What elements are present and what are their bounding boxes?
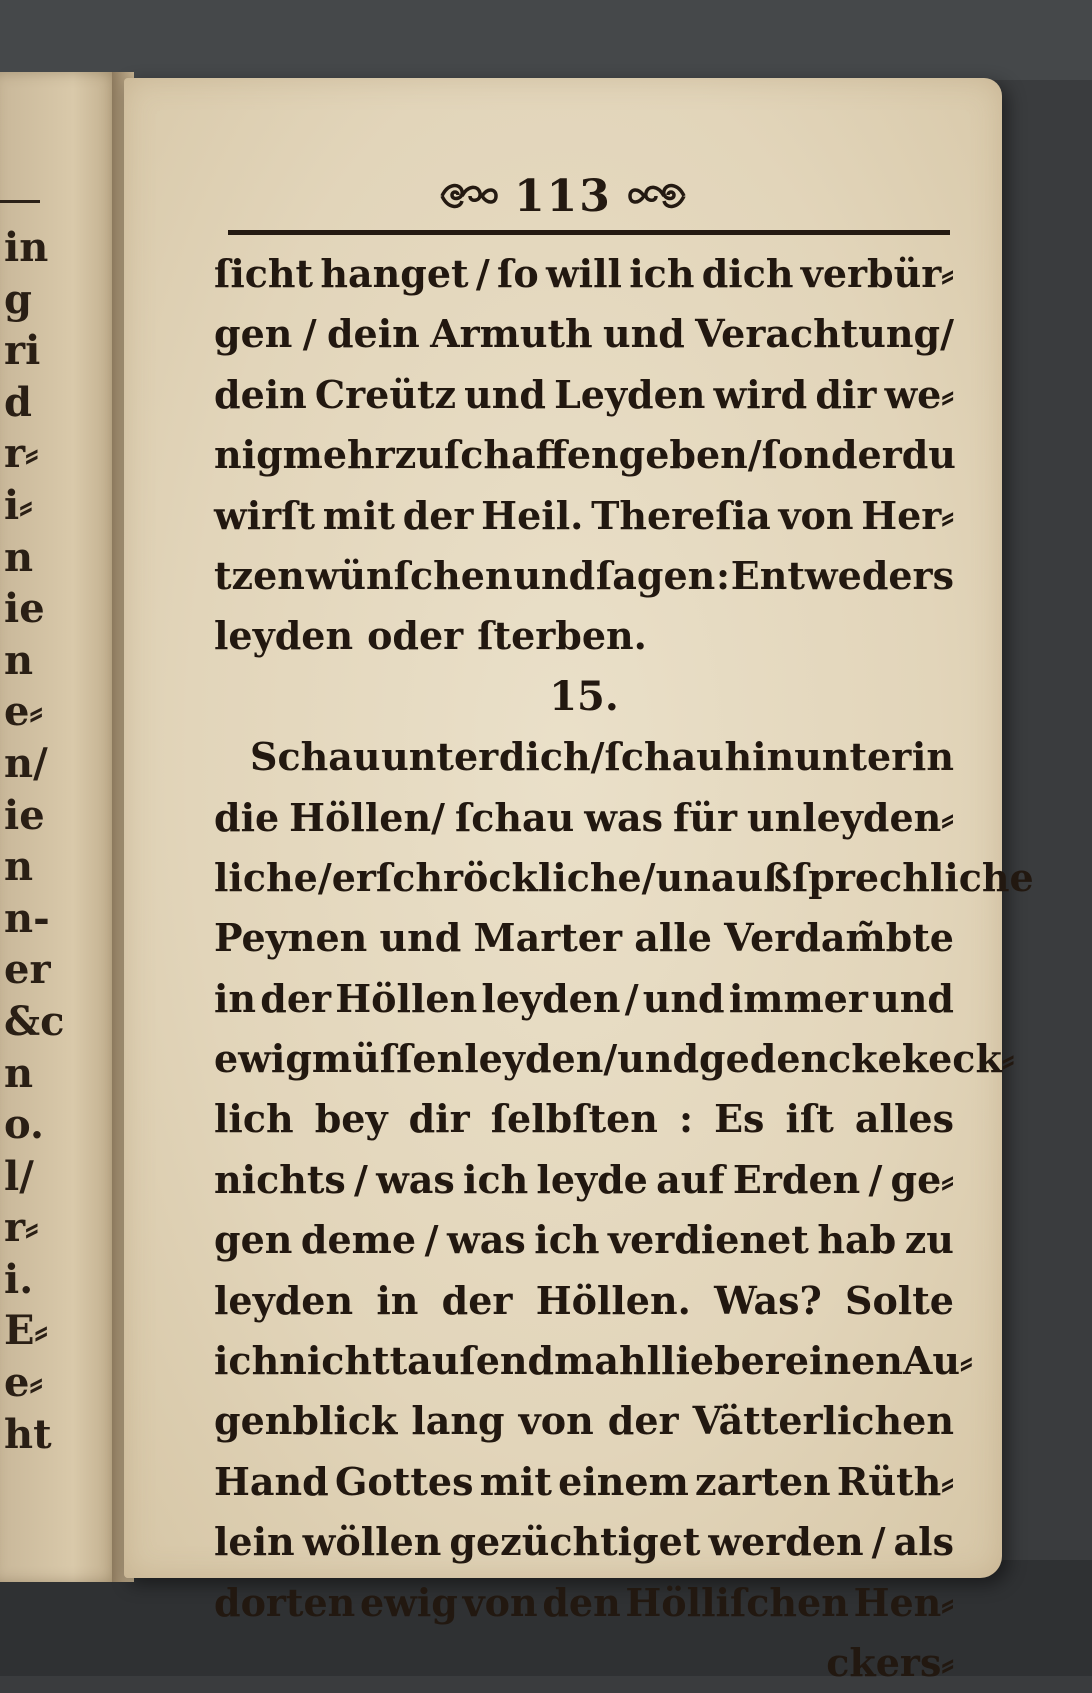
word: Verdam̃bte [724, 915, 954, 961]
word: dich/ſchau [498, 734, 724, 780]
word: / [302, 311, 317, 357]
word: leyden/und [464, 1036, 700, 1082]
word: was [376, 1156, 455, 1202]
word: Peynen [214, 915, 368, 961]
word: unleyden⸗ [746, 794, 954, 840]
word: und [642, 975, 725, 1021]
word: Was? [714, 1277, 822, 1323]
word: hanget [320, 251, 469, 296]
word: bey [314, 1096, 388, 1142]
word: gen [214, 311, 293, 357]
word: was [584, 794, 664, 840]
left-page-fragment: d [4, 378, 32, 426]
left-page-fragment: e⸗ [4, 1359, 43, 1407]
word: immer [728, 975, 868, 1021]
left-page-fragment: ri [4, 327, 41, 375]
left-page-fragment: o. [4, 1101, 44, 1149]
word: : [716, 552, 731, 598]
page-header [124, 168, 1002, 224]
word: Vätterlichen [692, 1398, 954, 1444]
word: verdienet [608, 1217, 809, 1263]
word: genblick [214, 1398, 398, 1444]
text-line [214, 486, 954, 546]
scan-background-top [0, 0, 1092, 80]
left-page-fragment: E⸗ [4, 1307, 48, 1355]
word: zuſchaffen [394, 432, 619, 478]
word: ewig [214, 1036, 312, 1082]
word: unaußſprechliche [655, 854, 1034, 900]
text-line [214, 1271, 954, 1331]
left-page-fragment: r⸗ [4, 1204, 39, 1252]
word: Solte [845, 1277, 954, 1323]
word: ewig [359, 1579, 458, 1625]
text-line [214, 425, 954, 485]
word: Höllen/ [289, 794, 445, 840]
word: einem [558, 1458, 689, 1504]
word: / [353, 1156, 368, 1202]
left-page-fragment: r⸗ [4, 430, 39, 478]
word: ge⸗ [890, 1156, 954, 1202]
left-page-fragment: g [4, 275, 32, 323]
word: keck⸗ [901, 1036, 1015, 1082]
word: Her⸗ [861, 492, 954, 538]
word: was [447, 1217, 526, 1263]
word: ſicht [214, 251, 314, 296]
word: leyden [214, 1277, 354, 1323]
word: Es [714, 1096, 765, 1142]
word: dein [326, 311, 420, 357]
left-page-fragment: n- [4, 894, 50, 942]
word: Höllen [335, 975, 478, 1021]
text-line [214, 1150, 954, 1210]
left-page-fragment: n [4, 636, 34, 684]
right-ornament-icon [626, 179, 688, 213]
left-page-rule [0, 200, 40, 203]
word: Heil. [481, 492, 584, 538]
word: nicht [279, 1338, 390, 1384]
text-line [214, 1331, 973, 1391]
word: dorten [214, 1579, 356, 1625]
word: leyden [214, 613, 354, 659]
word: wöllen [302, 1519, 442, 1565]
left-page [0, 72, 122, 1582]
word: mit [479, 1458, 552, 1504]
word: gedencke [699, 1036, 902, 1082]
word: Gottes [334, 1458, 474, 1504]
text-line [214, 365, 954, 425]
catchword-line [214, 1633, 954, 1693]
right-page [124, 78, 1034, 1685]
word: hab [817, 1217, 897, 1263]
left-page-fragment: er [4, 946, 51, 994]
word: / [424, 1217, 439, 1263]
word: verbür⸗ [800, 251, 954, 296]
left-page-fragment: n [4, 1049, 34, 1097]
word: einen [784, 1338, 903, 1384]
word: alle [634, 915, 712, 961]
word: lieber [661, 1338, 785, 1384]
left-page-fragment: i⸗ [4, 481, 33, 529]
word: liche [214, 854, 318, 900]
word: erſchröckliche/ [331, 854, 656, 900]
text-line [214, 1512, 954, 1572]
word: und [602, 311, 685, 357]
section-number: 15. [549, 672, 619, 720]
word: werden [708, 1519, 864, 1565]
word: ſterben. [477, 613, 647, 659]
page-number: 113 [514, 170, 612, 222]
word: von [518, 1398, 594, 1444]
text-line [214, 788, 954, 848]
word: Leyden [554, 371, 706, 417]
word: ſonder [761, 432, 902, 478]
left-page-fragment: ht [4, 1410, 52, 1458]
catchword: ckers⸗ [826, 1639, 954, 1685]
word: / [317, 854, 332, 900]
word: we⸗ [884, 371, 954, 417]
word: will [545, 251, 622, 296]
left-page-fragment: in [4, 224, 49, 271]
word: / [624, 975, 639, 1021]
word: dein [214, 371, 307, 417]
word: wirſt [214, 492, 316, 538]
word: oder [367, 613, 464, 659]
word: dir [408, 1096, 470, 1142]
left-page-fragment: ie [4, 585, 45, 633]
word: den [542, 1579, 621, 1625]
text-line [214, 1391, 954, 1451]
word: lein [214, 1519, 295, 1565]
word: der [402, 492, 474, 538]
word: und [379, 915, 462, 961]
text-line [214, 1210, 954, 1270]
word: dir [815, 371, 877, 417]
text-line [214, 546, 954, 606]
word: : [678, 1096, 694, 1142]
word: ſo [496, 251, 539, 296]
paragraph-2 [214, 727, 1034, 1633]
word: ich [214, 1338, 280, 1384]
word: Hölliſchen [625, 1579, 849, 1625]
word: Schau [250, 734, 381, 780]
word: unter [381, 734, 499, 780]
word: / [871, 1519, 886, 1565]
word: als [893, 1519, 954, 1565]
word: Verachtung/ [695, 311, 954, 357]
word: Entweders [730, 552, 954, 598]
word: Höllen. [535, 1277, 691, 1323]
word: lich [214, 1096, 294, 1142]
word: Marter [473, 915, 622, 961]
word: nig [214, 432, 283, 478]
word: der [607, 1398, 679, 1444]
word: lang [411, 1398, 505, 1444]
word: du [901, 432, 956, 478]
word: gen [214, 1217, 293, 1263]
word: nichts [214, 1156, 346, 1202]
text-line [214, 1089, 954, 1149]
word: für [672, 794, 737, 840]
word: hinunter [724, 734, 912, 780]
word: deme [300, 1217, 417, 1263]
word: und [464, 371, 546, 417]
left-page-fragment: n/ [4, 739, 48, 787]
text-line [214, 848, 1034, 908]
word: von [778, 492, 854, 538]
header-rule [228, 230, 950, 235]
word: wird [713, 371, 808, 417]
left-page-fragment: i. [4, 1255, 34, 1303]
text-line [214, 1029, 1015, 1089]
word: und [513, 552, 596, 598]
text-line [214, 1452, 954, 1512]
section-heading [214, 667, 954, 727]
word: Au⸗ [902, 1338, 973, 1384]
left-page-fragment: ie [4, 791, 45, 839]
word: ich [463, 1156, 529, 1202]
word: tauſendmahl [389, 1338, 662, 1384]
text-line [214, 727, 954, 787]
left-page-fragment: n [4, 843, 34, 891]
word: alles [854, 1096, 954, 1142]
word: Thereſia [591, 492, 771, 538]
word: ich [629, 251, 695, 296]
word: mehr [282, 432, 395, 478]
word: Creütz [314, 371, 457, 417]
word: Erden [732, 1156, 861, 1202]
text-line [214, 969, 954, 1029]
word: Armuth [430, 311, 593, 357]
word: ſagen [595, 552, 716, 598]
text-line [214, 304, 954, 364]
word: zu [904, 1217, 954, 1263]
word: in [214, 975, 257, 1021]
word: / [475, 251, 490, 296]
left-ornament-icon [438, 179, 500, 213]
left-page-fragment: e⸗ [4, 688, 43, 736]
page-body [214, 244, 1034, 1693]
word: geben [618, 432, 748, 478]
word: Rüth⸗ [836, 1458, 954, 1504]
word: tzen [214, 552, 305, 598]
word: gezüchtiget [449, 1519, 701, 1565]
word: leyde [536, 1156, 648, 1202]
text-line [214, 908, 954, 968]
word: ſelbſten [490, 1096, 658, 1142]
paragraph-1 [214, 244, 954, 667]
word: ich [534, 1217, 600, 1263]
word: Hen⸗ [853, 1579, 954, 1625]
text-line [214, 606, 954, 666]
text-line [214, 244, 954, 304]
text-line [214, 1573, 954, 1633]
word: auf [656, 1156, 725, 1202]
word: von [462, 1579, 538, 1625]
word: wünſchen [305, 552, 513, 598]
word: und [872, 975, 954, 1021]
word: iſt [785, 1096, 834, 1142]
word: die [214, 794, 280, 840]
left-page-fragment: n [4, 533, 34, 581]
left-page-text-fragments [4, 222, 114, 1460]
word: ſchau [454, 794, 575, 840]
word: leyden [481, 975, 621, 1021]
word: Hand [214, 1458, 329, 1504]
word: in [911, 734, 954, 780]
word: zarten [695, 1458, 831, 1504]
left-page-fragment: &c [4, 997, 65, 1045]
word: / [747, 432, 762, 478]
word: der [441, 1277, 513, 1323]
word: mit [322, 492, 395, 538]
word: / [868, 1156, 883, 1202]
word: dich [701, 251, 794, 296]
left-page-fragment: l/ [4, 1152, 34, 1200]
word: der [260, 975, 332, 1021]
word: in [376, 1277, 419, 1323]
word: müſſen [311, 1036, 465, 1082]
